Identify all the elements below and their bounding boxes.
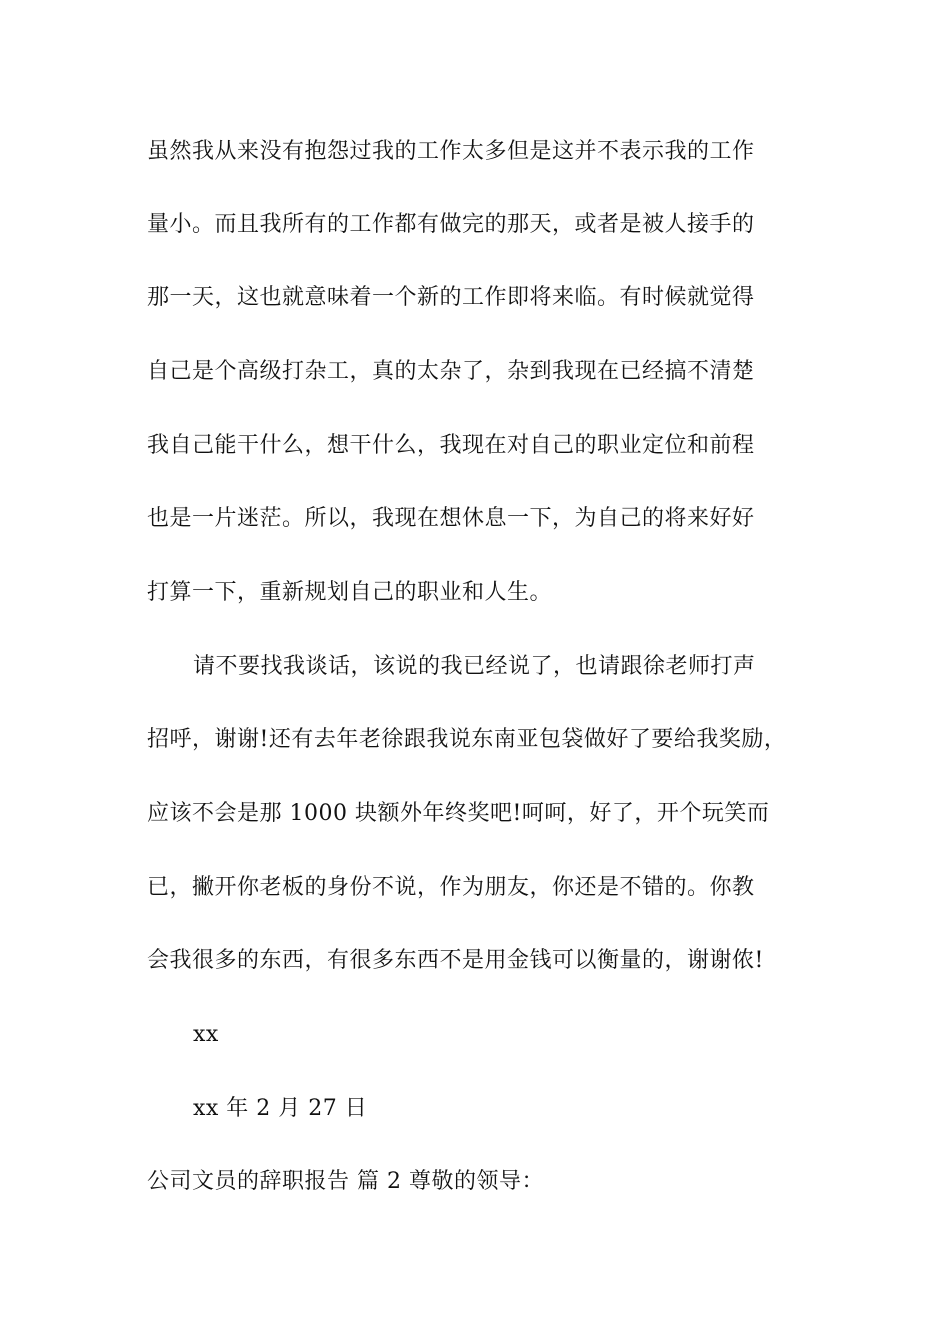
paragraph-2-line-4: 已，撇开你老板的身份不说，作为朋友，你还是不错的。你教 [147, 875, 755, 900]
paragraph-1-line-2: 量小。而且我所有的工作都有做完的那天，或者是被人接手的 [147, 212, 755, 237]
paragraph-1-line-6: 也是一片迷茫。所以，我现在想休息一下，为自己的将来好好 [147, 506, 755, 531]
paragraph-1-line-7: 打算一下，重新规划自己的职业和人生。 [147, 580, 553, 605]
paragraph-1-line-1: 虽然我从来没有抱怨过我的工作太多但是这并不表示我的工作 [147, 139, 755, 164]
signature-date: xx 年 2 月 27 日 [193, 1096, 368, 1121]
section-heading: 公司文员的辞职报告 篇 2 尊敬的领导： [147, 1169, 544, 1194]
paragraph-2-line-5: 会我很多的东西，有很多东西不是用金钱可以衡量的，谢谢侬! [147, 948, 764, 973]
paragraph-2-line-3: 应该不会是那 1000 块额外年终奖吧!呵呵，好了，开个玩笑而 [147, 801, 770, 826]
paragraph-1-line-4: 自己是个高级打杂工，真的太杂了，杂到我现在已经搞不清楚 [147, 359, 755, 384]
signature-name: xx [193, 1022, 219, 1047]
paragraph-2-line-2: 招呼，谢谢!还有去年老徐跟我说东南亚包袋做好了要给我奖励， [147, 727, 787, 752]
paragraph-1-line-5: 我自己能干什么，想干什么，我现在对自己的职业定位和前程 [147, 433, 755, 458]
paragraph-2-line-1: 请不要找我谈话，该说的我已经说了，也请跟徐老师打声 [193, 654, 756, 679]
paragraph-1-line-3: 那一天，这也就意味着一个新的工作即将来临。有时候就觉得 [147, 285, 755, 310]
